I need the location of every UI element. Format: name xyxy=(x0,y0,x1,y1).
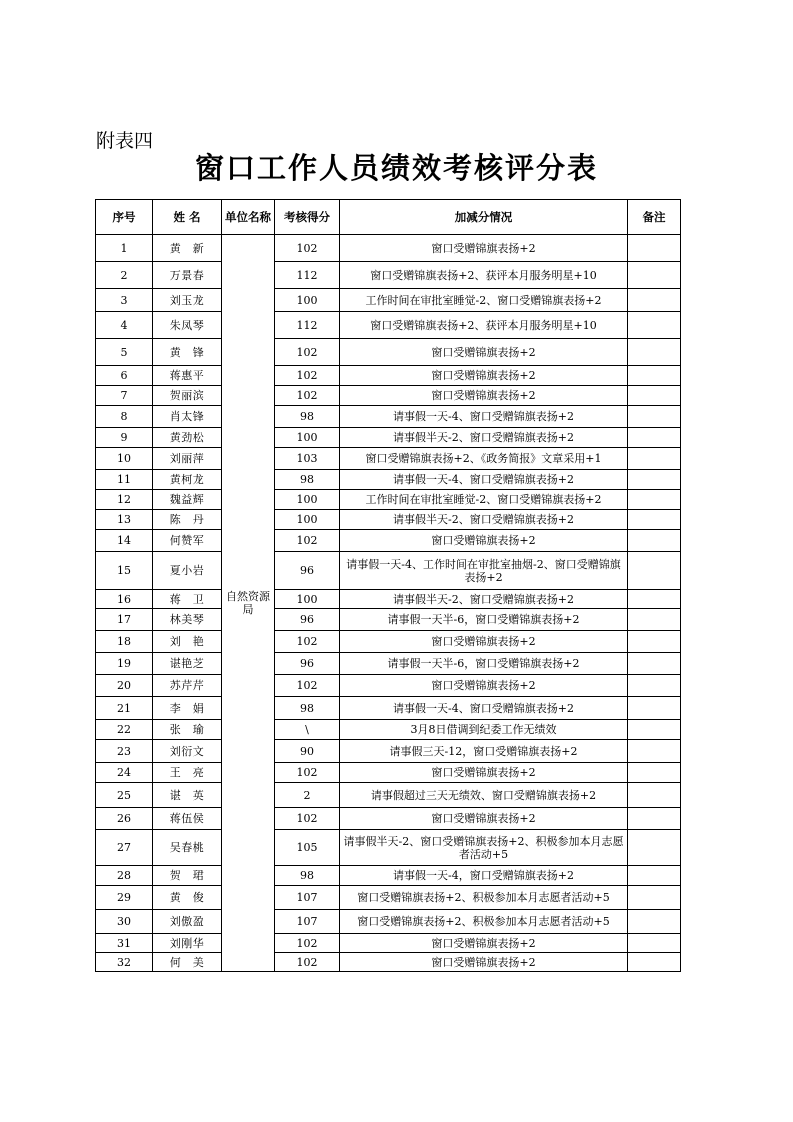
note-cell xyxy=(628,590,681,609)
detail-cell: 工作时间在审批室睡觉-2、窗口受赠锦旗表扬+2 xyxy=(340,289,628,312)
name-cell: 朱凤琴 xyxy=(153,312,222,339)
name-cell: 刘刚华 xyxy=(153,934,222,953)
table-row xyxy=(96,934,681,953)
header-note: 备注 xyxy=(628,200,681,235)
note-cell xyxy=(628,490,681,510)
table-row xyxy=(96,609,681,631)
table-row xyxy=(96,530,681,552)
score-cell: 96 xyxy=(275,609,340,631)
table-row xyxy=(96,289,681,312)
note-cell xyxy=(628,763,681,783)
name-cell: 王 亮 xyxy=(153,763,222,783)
name-cell: 黄柯龙 xyxy=(153,470,222,490)
table-row xyxy=(96,262,681,289)
note-cell xyxy=(628,510,681,530)
score-cell: 102 xyxy=(275,530,340,552)
row-number-cell: 9 xyxy=(96,428,153,448)
score-cell: \ xyxy=(275,720,340,740)
row-number-cell: 13 xyxy=(96,510,153,530)
detail-cell: 窗口受赠锦旗表扬+2 xyxy=(340,530,628,552)
table-row xyxy=(96,783,681,808)
table-row xyxy=(96,910,681,934)
table-row xyxy=(96,428,681,448)
unit-cell: 自然资源局 xyxy=(222,235,275,972)
score-cell: 105 xyxy=(275,830,340,866)
table-row xyxy=(96,470,681,490)
score-cell: 102 xyxy=(275,808,340,830)
score-cell: 100 xyxy=(275,510,340,530)
page-title: 窗口工作人员绩效考核评分表 xyxy=(194,151,598,185)
score-cell: 100 xyxy=(275,289,340,312)
detail-cell: 请事假半天-2、窗口受赠锦旗表扬+2、积极参加本月志愿者活动+5 xyxy=(340,830,628,866)
detail-cell: 工作时间在审批室睡觉-2、窗口受赠锦旗表扬+2 xyxy=(340,490,628,510)
detail-cell: 请事假一天-4、窗口受赠锦旗表扬+2 xyxy=(340,406,628,428)
table-row xyxy=(96,510,681,530)
detail-cell: 请事假半天-2、窗口受赠锦旗表扬+2 xyxy=(340,590,628,609)
note-cell xyxy=(628,953,681,972)
detail-cell: 窗口受赠锦旗表扬+2 xyxy=(340,953,628,972)
score-cell: 100 xyxy=(275,590,340,609)
note-cell xyxy=(628,428,681,448)
row-number-cell: 12 xyxy=(96,490,153,510)
note-cell xyxy=(628,653,681,675)
note-cell xyxy=(628,262,681,289)
name-cell: 谌 英 xyxy=(153,783,222,808)
detail-cell: 窗口受赠锦旗表扬+2、积极参加本月志愿者活动+5 xyxy=(340,886,628,910)
score-cell: 107 xyxy=(275,910,340,934)
row-number-cell: 28 xyxy=(96,866,153,886)
name-cell: 黄 新 xyxy=(153,235,222,262)
note-cell xyxy=(628,339,681,366)
row-number-cell: 19 xyxy=(96,653,153,675)
table-row xyxy=(96,631,681,653)
note-cell xyxy=(628,386,681,406)
name-cell: 林美琴 xyxy=(153,609,222,631)
detail-cell: 窗口受赠锦旗表扬+2 xyxy=(340,339,628,366)
score-cell: 100 xyxy=(275,490,340,510)
row-number-cell: 26 xyxy=(96,808,153,830)
table-row xyxy=(96,339,681,366)
name-cell: 吴春桃 xyxy=(153,830,222,866)
row-number-cell: 31 xyxy=(96,934,153,953)
row-number-cell: 16 xyxy=(96,590,153,609)
detail-cell: 请事假一天半-6，窗口受赠锦旗表扬+2 xyxy=(340,653,628,675)
row-number-cell: 14 xyxy=(96,530,153,552)
name-cell: 陈 丹 xyxy=(153,510,222,530)
header-unit: 单位名称 xyxy=(222,200,275,235)
detail-cell: 请事假超过三天无绩效、窗口受赠锦旗表扬+2 xyxy=(340,783,628,808)
score-cell: 102 xyxy=(275,366,340,386)
score-cell: 98 xyxy=(275,697,340,720)
name-cell: 蒋伍侯 xyxy=(153,808,222,830)
score-cell: 2 xyxy=(275,783,340,808)
note-cell xyxy=(628,720,681,740)
name-cell: 黄 俊 xyxy=(153,886,222,910)
detail-cell: 窗口受赠锦旗表扬+2 xyxy=(340,675,628,697)
detail-cell: 请事假一天半-6，窗口受赠锦旗表扬+2 xyxy=(340,609,628,631)
table-row xyxy=(96,953,681,972)
table-row xyxy=(96,406,681,428)
name-cell: 刘傲盈 xyxy=(153,910,222,934)
score-cell: 102 xyxy=(275,386,340,406)
name-cell: 贺丽滨 xyxy=(153,386,222,406)
note-cell xyxy=(628,830,681,866)
name-cell: 刘丽萍 xyxy=(153,448,222,470)
note-cell xyxy=(628,886,681,910)
row-number-cell: 7 xyxy=(96,386,153,406)
header-detail: 加减分情况 xyxy=(340,200,628,235)
row-number-cell: 6 xyxy=(96,366,153,386)
score-cell: 102 xyxy=(275,235,340,262)
row-number-cell: 32 xyxy=(96,953,153,972)
score-cell: 90 xyxy=(275,740,340,763)
row-number-cell: 27 xyxy=(96,830,153,866)
score-cell: 102 xyxy=(275,339,340,366)
row-number-cell: 5 xyxy=(96,339,153,366)
name-cell: 蒋 卫 xyxy=(153,590,222,609)
row-number-cell: 10 xyxy=(96,448,153,470)
table-row xyxy=(96,590,681,609)
name-cell: 刘衍文 xyxy=(153,740,222,763)
header-no: 序号 xyxy=(96,200,153,235)
note-cell xyxy=(628,740,681,763)
name-cell: 肖太锋 xyxy=(153,406,222,428)
row-number-cell: 29 xyxy=(96,886,153,910)
score-cell: 98 xyxy=(275,866,340,886)
row-number-cell: 8 xyxy=(96,406,153,428)
row-number-cell: 24 xyxy=(96,763,153,783)
row-number-cell: 11 xyxy=(96,470,153,490)
note-cell xyxy=(628,289,681,312)
score-cell: 102 xyxy=(275,953,340,972)
name-cell: 夏小岩 xyxy=(153,552,222,590)
row-number-cell: 3 xyxy=(96,289,153,312)
row-number-cell: 1 xyxy=(96,235,153,262)
row-number-cell: 22 xyxy=(96,720,153,740)
row-number-cell: 18 xyxy=(96,631,153,653)
note-cell xyxy=(628,448,681,470)
detail-cell: 请事假一天-4、工作时间在审批室抽烟-2、窗口受赠锦旗表扬+2 xyxy=(340,552,628,590)
name-cell: 何 美 xyxy=(153,953,222,972)
table-row xyxy=(96,808,681,830)
table-row xyxy=(96,720,681,740)
note-cell xyxy=(628,235,681,262)
note-cell xyxy=(628,312,681,339)
row-number-cell: 21 xyxy=(96,697,153,720)
score-cell: 102 xyxy=(275,675,340,697)
table-row xyxy=(96,830,681,866)
score-cell: 96 xyxy=(275,653,340,675)
table-header-row xyxy=(96,200,681,235)
note-cell xyxy=(628,934,681,953)
detail-cell: 请事假一天-4、窗口受赠锦旗表扬+2 xyxy=(340,697,628,720)
note-cell xyxy=(628,470,681,490)
detail-cell: 窗口受赠锦旗表扬+2、《政务简报》文章采用+1 xyxy=(340,448,628,470)
table-row xyxy=(96,490,681,510)
detail-cell: 窗口受赠锦旗表扬+2 xyxy=(340,386,628,406)
table-row xyxy=(96,866,681,886)
note-cell xyxy=(628,406,681,428)
detail-cell: 3月8日借调到纪委工作无绩效 xyxy=(340,720,628,740)
detail-cell: 请事假三天-12，窗口受赠锦旗表扬+2 xyxy=(340,740,628,763)
detail-cell: 窗口受赠锦旗表扬+2 xyxy=(340,235,628,262)
score-table xyxy=(95,199,681,972)
detail-cell: 窗口受赠锦旗表扬+2、积极参加本月志愿者活动+5 xyxy=(340,910,628,934)
note-cell xyxy=(628,530,681,552)
detail-cell: 请事假一天-4，窗口受赠锦旗表扬+2 xyxy=(340,866,628,886)
detail-cell: 窗口受赠锦旗表扬+2 xyxy=(340,808,628,830)
name-cell: 刘 艳 xyxy=(153,631,222,653)
note-cell xyxy=(628,552,681,590)
detail-cell: 请事假半天-2、窗口受赠锦旗表扬+2 xyxy=(340,428,628,448)
score-cell: 112 xyxy=(275,262,340,289)
header-score: 考核得分 xyxy=(275,200,340,235)
note-cell xyxy=(628,783,681,808)
name-cell: 万景春 xyxy=(153,262,222,289)
score-cell: 98 xyxy=(275,406,340,428)
detail-cell: 窗口受赠锦旗表扬+2 xyxy=(340,631,628,653)
table-body xyxy=(96,235,681,972)
note-cell xyxy=(628,609,681,631)
attachment-label: 附表四 xyxy=(96,130,154,152)
note-cell xyxy=(628,808,681,830)
note-cell xyxy=(628,697,681,720)
row-number-cell: 4 xyxy=(96,312,153,339)
table-row xyxy=(96,740,681,763)
score-cell: 102 xyxy=(275,763,340,783)
table-row xyxy=(96,448,681,470)
table-row xyxy=(96,886,681,910)
score-cell: 96 xyxy=(275,552,340,590)
detail-cell: 窗口受赠锦旗表扬+2 xyxy=(340,763,628,783)
score-cell: 98 xyxy=(275,470,340,490)
table-row xyxy=(96,366,681,386)
name-cell: 刘玉龙 xyxy=(153,289,222,312)
row-number-cell: 25 xyxy=(96,783,153,808)
detail-cell: 窗口受赠锦旗表扬+2 xyxy=(340,934,628,953)
note-cell xyxy=(628,366,681,386)
note-cell xyxy=(628,866,681,886)
name-cell: 张 瑜 xyxy=(153,720,222,740)
row-number-cell: 23 xyxy=(96,740,153,763)
row-number-cell: 30 xyxy=(96,910,153,934)
detail-cell: 窗口受赠锦旗表扬+2 xyxy=(340,366,628,386)
score-cell: 102 xyxy=(275,934,340,953)
row-number-cell: 20 xyxy=(96,675,153,697)
score-cell: 107 xyxy=(275,886,340,910)
table-row xyxy=(96,763,681,783)
score-cell: 103 xyxy=(275,448,340,470)
row-number-cell: 17 xyxy=(96,609,153,631)
score-cell: 100 xyxy=(275,428,340,448)
table-row xyxy=(96,675,681,697)
table-row xyxy=(96,653,681,675)
name-cell: 黄 锋 xyxy=(153,339,222,366)
name-cell: 黄劲松 xyxy=(153,428,222,448)
row-number-cell: 2 xyxy=(96,262,153,289)
table-row xyxy=(96,697,681,720)
name-cell: 谌艳芝 xyxy=(153,653,222,675)
name-cell: 蒋惠平 xyxy=(153,366,222,386)
note-cell xyxy=(628,910,681,934)
score-cell: 112 xyxy=(275,312,340,339)
detail-cell: 窗口受赠锦旗表扬+2、获评本月服务明星+10 xyxy=(340,262,628,289)
score-cell: 102 xyxy=(275,631,340,653)
name-cell: 贺 珺 xyxy=(153,866,222,886)
name-cell: 李 娟 xyxy=(153,697,222,720)
header-name: 姓 名 xyxy=(153,200,222,235)
note-cell xyxy=(628,631,681,653)
detail-cell: 请事假半天-2、窗口受赠锦旗表扬+2 xyxy=(340,510,628,530)
table-row xyxy=(96,312,681,339)
detail-cell: 窗口受赠锦旗表扬+2、获评本月服务明星+10 xyxy=(340,312,628,339)
name-cell: 魏益辉 xyxy=(153,490,222,510)
table-row xyxy=(96,552,681,590)
table-row xyxy=(96,235,681,262)
name-cell: 何赞军 xyxy=(153,530,222,552)
name-cell: 苏芹芹 xyxy=(153,675,222,697)
row-number-cell: 15 xyxy=(96,552,153,590)
table-row xyxy=(96,386,681,406)
detail-cell: 请事假一天-4、窗口受赠锦旗表扬+2 xyxy=(340,470,628,490)
note-cell xyxy=(628,675,681,697)
